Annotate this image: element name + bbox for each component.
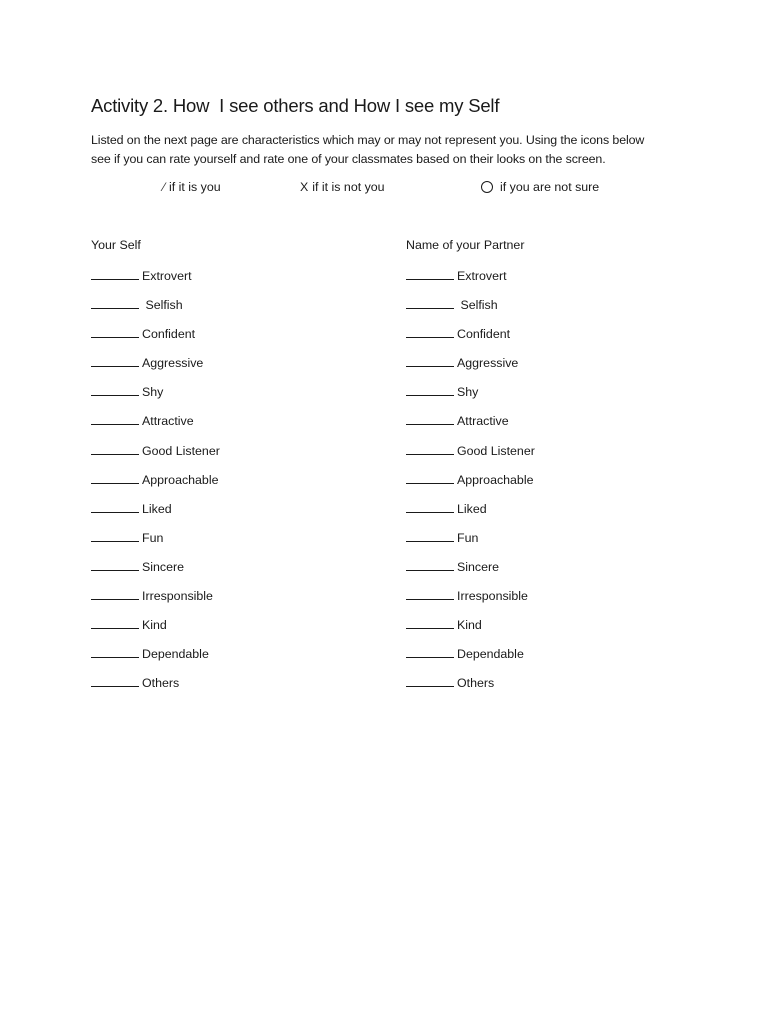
rating-blank[interactable] [406, 674, 454, 687]
trait-row [406, 587, 535, 616]
trait-label: Extrovert [457, 269, 507, 283]
trait-row [91, 267, 220, 296]
trait-label: Selfish [457, 298, 498, 313]
trait-row [91, 471, 220, 500]
trait-label: Fun [142, 530, 164, 545]
trait-label: Shy [142, 385, 164, 400]
trait-label: Aggressive [142, 356, 204, 371]
legend-label-not-sure: if you are not sure [500, 180, 600, 194]
trait-label: Shy [457, 385, 479, 400]
trait-row [406, 471, 535, 500]
rating-blank[interactable] [91, 500, 139, 513]
trait-row [91, 325, 220, 354]
trait-row [91, 645, 220, 674]
rating-blank[interactable] [91, 412, 139, 425]
instructions-line-1: Listed on the next page are characteristics which may or may not represent you. Using the icons below [91, 133, 645, 147]
rating-blank[interactable] [406, 442, 454, 455]
rating-blank[interactable] [91, 354, 139, 367]
legend-item-not-you [300, 180, 385, 194]
trait-label: Extrovert [142, 269, 192, 283]
circle-icon [481, 181, 493, 193]
trait-row [406, 267, 535, 296]
trait-row [406, 442, 535, 471]
rating-blank[interactable] [91, 558, 139, 571]
trait-label: Approachable [142, 472, 219, 487]
trait-label: Dependable [457, 647, 524, 662]
instructions [91, 131, 691, 169]
rating-blank[interactable] [91, 587, 139, 600]
rating-blank[interactable] [91, 267, 139, 280]
trait-label: Liked [457, 501, 487, 516]
your-self-column [91, 238, 220, 703]
legend-label-not-you: if it is not you [312, 180, 385, 194]
trait-label: Selfish [142, 298, 183, 313]
trait-label: Others [142, 676, 180, 691]
rating-blank[interactable] [91, 674, 139, 687]
rating-blank[interactable] [406, 412, 454, 425]
rating-blank[interactable] [91, 325, 139, 338]
trait-row [406, 616, 535, 645]
trait-row [91, 587, 220, 616]
partner-column [406, 238, 535, 703]
trait-row [406, 500, 535, 529]
legend-label-you: if it is you [169, 180, 221, 194]
trait-row [91, 529, 220, 558]
rating-blank[interactable] [406, 296, 454, 309]
trait-label: Sincere [457, 559, 500, 574]
trait-label: Confident [457, 327, 511, 342]
trait-label: Kind [142, 618, 167, 633]
slash-icon: ⁄ [163, 180, 166, 194]
trait-row [406, 383, 535, 412]
rating-blank[interactable] [406, 500, 454, 513]
trait-label: Approachable [457, 472, 534, 487]
trait-row [406, 354, 535, 383]
page-title: Activity 2. How I see others and How I see my Self [91, 95, 500, 116]
rating-blank[interactable] [91, 471, 139, 484]
trait-label: Irresponsible [457, 589, 528, 604]
trait-row [91, 442, 220, 471]
trait-label: Dependable [142, 647, 209, 662]
your-self-heading: Your Self [91, 238, 141, 252]
rating-blank[interactable] [406, 587, 454, 600]
trait-row [91, 674, 220, 703]
trait-row [91, 558, 220, 587]
trait-label: Confident [142, 327, 196, 342]
trait-row [406, 412, 535, 441]
trait-row [91, 296, 220, 325]
trait-row [406, 558, 535, 587]
rating-blank[interactable] [406, 383, 454, 396]
rating-blank[interactable] [91, 442, 139, 455]
trait-label: Liked [142, 501, 172, 516]
trait-row [91, 500, 220, 529]
rating-blank[interactable] [406, 558, 454, 571]
rating-blank[interactable] [406, 616, 454, 629]
trait-row [91, 383, 220, 412]
rating-blank[interactable] [406, 645, 454, 658]
rating-blank[interactable] [406, 354, 454, 367]
trait-label: Others [457, 676, 495, 691]
trait-row [91, 412, 220, 441]
rating-blank[interactable] [91, 296, 139, 309]
trait-row [406, 645, 535, 674]
rating-blank[interactable] [406, 471, 454, 484]
trait-row [406, 529, 535, 558]
x-icon: X [300, 180, 309, 194]
rating-blank[interactable] [91, 529, 139, 542]
trait-row [91, 616, 220, 645]
trait-label: Aggressive [457, 356, 519, 371]
trait-label: Sincere [142, 559, 185, 574]
trait-label: Good Listener [142, 443, 220, 458]
rating-blank[interactable] [406, 325, 454, 338]
trait-label: Attractive [142, 414, 194, 429]
trait-row [406, 674, 535, 703]
legend-item-you [163, 180, 221, 194]
legend-item-not-sure [481, 180, 599, 194]
trait-row [91, 354, 220, 383]
instructions-line-2: see if you can rate yourself and rate one of your classmates based on their looks on the screen. [91, 152, 606, 166]
trait-label: Attractive [457, 414, 509, 429]
rating-blank[interactable] [91, 616, 139, 629]
rating-blank[interactable] [91, 645, 139, 658]
trait-label: Kind [457, 618, 482, 633]
rating-blank[interactable] [406, 529, 454, 542]
trait-label: Irresponsible [142, 589, 213, 604]
partner-heading: Name of your Partner [406, 238, 525, 252]
trait-row [406, 325, 535, 354]
trait-label: Good Listener [457, 443, 535, 458]
rating-blank[interactable] [406, 267, 454, 280]
rating-blank[interactable] [91, 383, 139, 396]
trait-label: Fun [457, 530, 479, 545]
trait-row [406, 296, 535, 325]
